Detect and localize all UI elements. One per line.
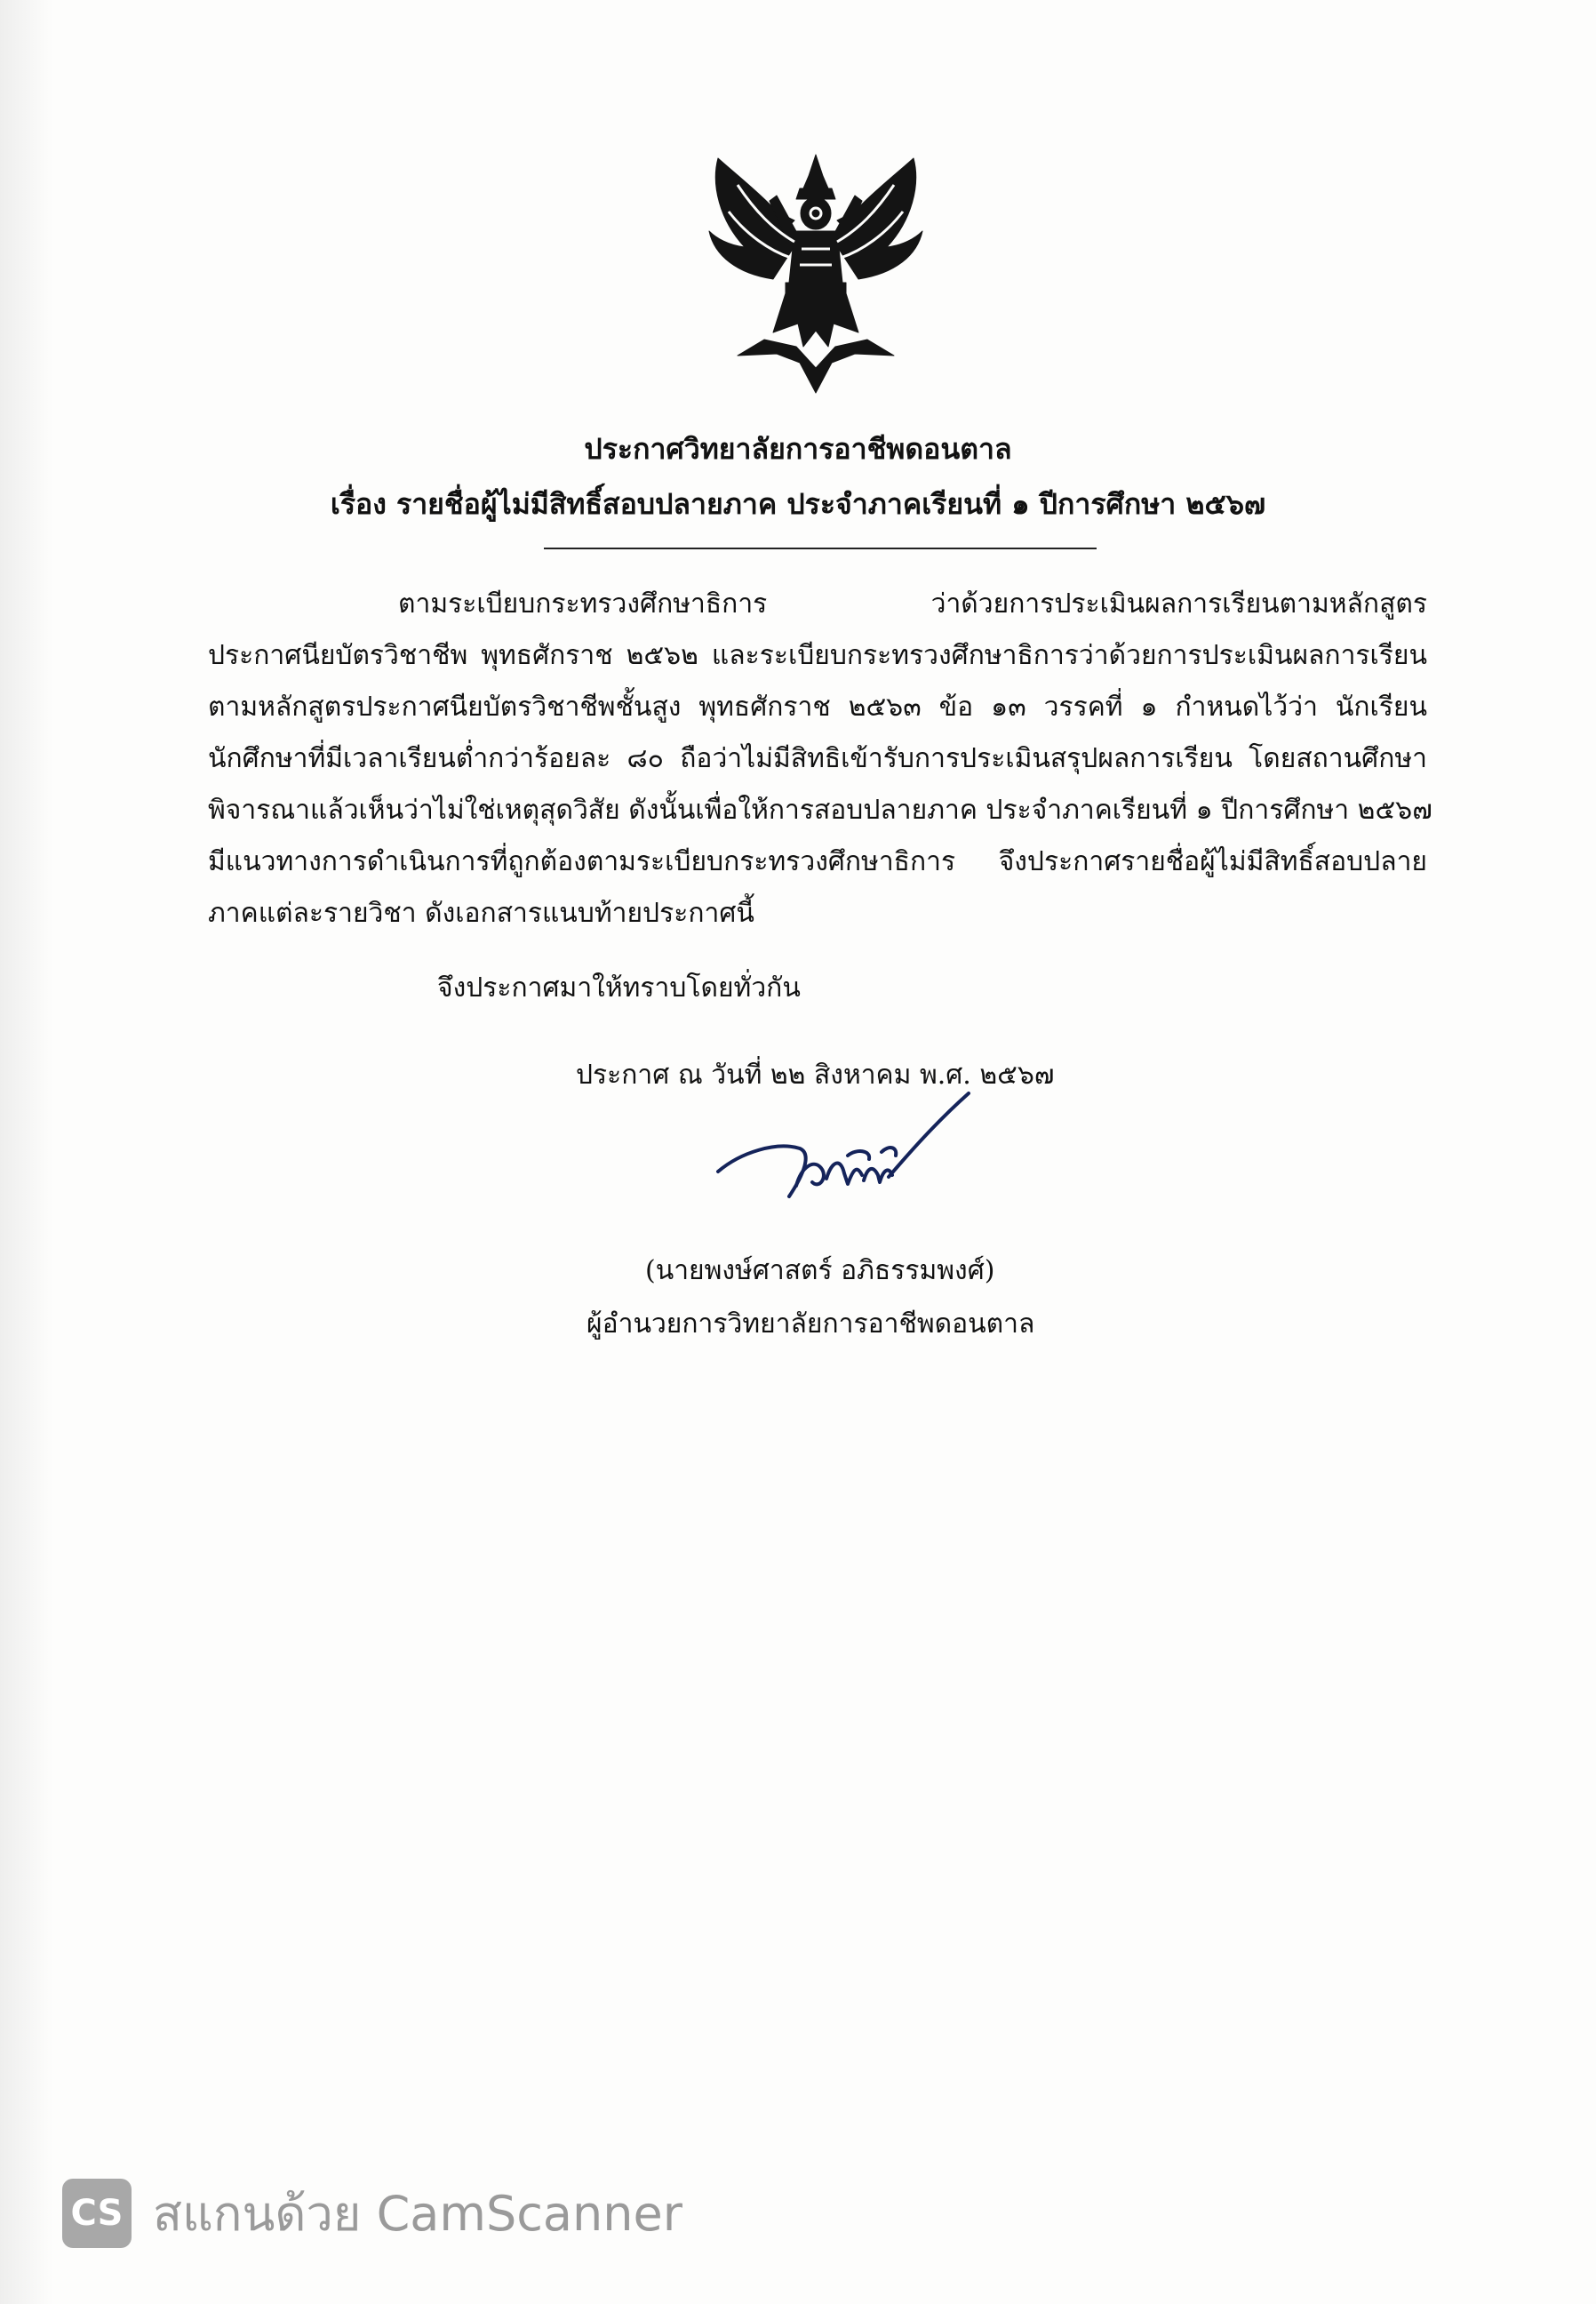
body-line: พิจารณาแล้วเห็นว่าไม่ใช่เหตุสุดวิสัย ดังนั้นเพื่อให้การสอบปลายภาค ประจำภาคเรียนที่ ๑ ปีการศึกษา ๒๕๖๗ [208,795,1432,826]
body-line: นักศึกษาที่มีเวลาเรียนต่ำกว่าร้อยละ ๘๐ ถือว่าไม่มีสิทธิเข้ารับการประเมินสรุปผลการเรียน โดยสถานศึกษา [208,743,1427,774]
body-line: มีแนวทางการดำเนินการที่ถูกต้องตามระเบียบกระทรวงศึกษาธิการ จึงประกาศรายชื่อผู้ไม่มีสิทธิ์สอบปลาย [208,846,1427,877]
body-line: ตามหลักสูตรประกาศนียบัตรวิชาชีพชั้นสูง พุทธศักราช ๒๕๖๓ ข้อ ๑๓ วรรคที่ ๑ กำหนดไว้ว่า นักเรียน [208,692,1427,723]
camscanner-logo-icon: CS [62,2179,132,2248]
announcement-subject: เรื่อง รายชื่อผู้ไม่มีสิทธิ์สอบปลายภาค ประจำภาคเรียนที่ ๑ ปีการศึกษา ๒๕๖๗ [330,487,1266,521]
title-divider [544,548,1097,549]
signer-name: (นายพงษ์ศาสตร์ อภิธรรมพงศ์) [645,1255,995,1286]
body-line: ตามระเบียบกระทรวงศึกษาธิการ ว่าด้วยการประเมินผลการเรียนตามหลักสูตร [398,588,1427,620]
handwritten-signature [714,1090,972,1223]
signer-position: ผู้อำนวยการวิทยาลัยการอาชีพดอนตาล [587,1308,1035,1340]
body-line: ประกาศนียบัตรวิชาชีพ พุทธศักราช ๒๕๖๒ และระเบียบกระทรวงศึกษาธิการว่าด้วยการประเมินผลการเรียน [208,640,1427,671]
garuda-emblem-icon [702,149,930,400]
watermark-text: สแกนด้วย CamScanner [153,2186,682,2242]
announcement-title: ประกาศวิทยาลัยการอาชีพดอนตาล [584,432,1012,466]
body-line: ภาคแต่ละรายวิชา ดังเอกสารแนบท้ายประกาศนี้ [208,898,754,929]
announcement-date: ประกาศ ณ วันที่ ๒๒ สิงหาคม พ.ศ. ๒๕๖๗ [576,1060,1055,1091]
camscanner-watermark [62,2178,682,2249]
closing-statement: จึงประกาศมาให้ทราบโดยทั่วกัน [437,972,801,1004]
